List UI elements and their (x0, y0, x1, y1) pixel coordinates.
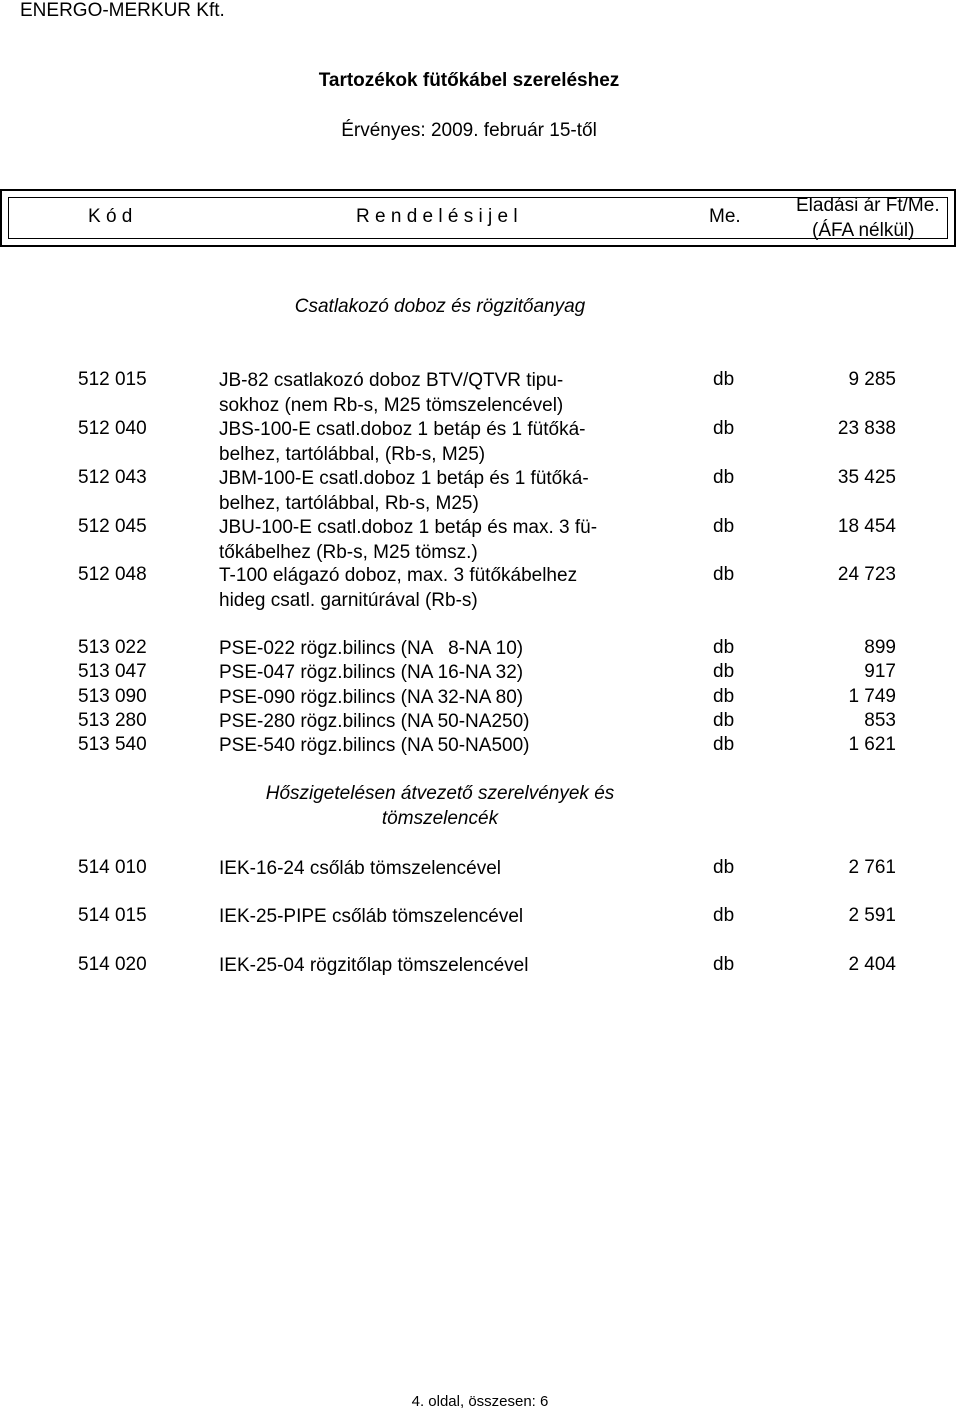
row-description: PSE-090 rögz.bilincs (NA 32-NA 80) (219, 687, 524, 708)
row-description: JBU-100-E csatl.doboz 1 betáp és max. 3 fü- tőkábelhez (Rb-s, M25 tömsz.) (219, 517, 598, 563)
row-code: 512 043 (78, 467, 147, 488)
row-price: 853 (864, 710, 896, 731)
row-code: 513 022 (78, 637, 147, 658)
header-designation: R e n d e l é s i j e l (356, 206, 518, 227)
row-unit: db (713, 734, 735, 755)
row-code: 514 020 (78, 954, 147, 975)
company-name: ENERGO-MERKUR Kft. (20, 0, 225, 21)
row-unit: db (713, 637, 735, 658)
row-description: IEK-25-04 rögzitőlap tömszelencével (219, 955, 529, 976)
valid-from: Érvényes: 2009. február 15-től (341, 120, 597, 141)
header-price-line1: Eladási ár Ft/Me. (796, 195, 940, 216)
row-price: 9 285 (848, 369, 896, 390)
row-unit: db (713, 661, 735, 682)
row-price: 2 761 (848, 857, 896, 878)
row-price: 2 591 (848, 905, 896, 926)
row-description: IEK-25-PIPE csőláb tömszelencével (219, 906, 524, 927)
row-code: 512 015 (78, 369, 147, 390)
page-title: Tartozékok fütőkábel szereléshez (318, 70, 620, 91)
row-unit: db (713, 686, 735, 707)
row-code: 513 540 (78, 734, 147, 755)
row-description: JB-82 csatlakozó doboz BTV/QTVR tipu- sokhoz (nem Rb-s, M25 tömszelencével) (219, 370, 564, 416)
row-price: 2 404 (848, 954, 896, 975)
row-code: 514 010 (78, 857, 147, 878)
row-code: 514 015 (78, 905, 147, 926)
section-heading-insulation-line1: Hőszigetelésen átvezető szerelvények és (265, 783, 615, 804)
row-price: 1 749 (848, 686, 896, 707)
row-code: 512 040 (78, 418, 147, 439)
row-description: PSE-540 rögz.bilincs (NA 50-NA500) (219, 735, 530, 756)
row-price: 35 425 (837, 467, 896, 488)
row-price: 917 (864, 661, 896, 682)
header-unit: Me. (709, 206, 741, 227)
row-description: JBM-100-E csatl.doboz 1 betáp és 1 fütőká- belhez, tartólábbal, Rb-s, M25) (219, 468, 589, 514)
row-price: 1 621 (848, 734, 896, 755)
page-footer: 4. oldal, összesen: 6 (411, 1393, 549, 1410)
row-code: 512 045 (78, 516, 147, 537)
section-heading-connection-box: Csatlakozó doboz és rögzitőanyag (294, 296, 586, 317)
row-unit: db (713, 857, 735, 878)
row-unit: db (713, 954, 735, 975)
row-code: 513 280 (78, 710, 147, 731)
row-price: 899 (864, 637, 896, 658)
row-code: 513 047 (78, 661, 147, 682)
row-unit: db (713, 905, 735, 926)
row-description: T-100 elágazó doboz, max. 3 fütőkábelhez hideg csatl. garnitúrával (Rb-s) (219, 565, 578, 611)
row-price: 23 838 (837, 418, 896, 439)
row-unit: db (713, 369, 735, 390)
row-description: PSE-022 rögz.bilincs (NA 8-NA 10) (219, 638, 524, 659)
row-description: JBS-100-E csatl.doboz 1 betáp és 1 fütőká- belhez, tartólábbal, (Rb-s, M25) (219, 419, 586, 465)
row-unit: db (713, 467, 735, 488)
row-code: 513 090 (78, 686, 147, 707)
row-unit: db (713, 516, 735, 537)
row-unit: db (713, 710, 735, 731)
header-code: K ó d (88, 206, 133, 227)
row-unit: db (713, 564, 735, 585)
row-price: 18 454 (837, 516, 896, 537)
row-code: 512 048 (78, 564, 147, 585)
row-description: PSE-047 rögz.bilincs (NA 16-NA 32) (219, 662, 524, 683)
row-description: PSE-280 rögz.bilincs (NA 50-NA250) (219, 711, 530, 732)
section-heading-insulation-line2: tömszelencék (381, 808, 499, 829)
row-description: IEK-16-24 csőláb tömszelencével (219, 858, 501, 879)
header-price-line2: (ÁFA nélkül) (812, 220, 915, 241)
row-unit: db (713, 418, 735, 439)
row-price: 24 723 (837, 564, 896, 585)
